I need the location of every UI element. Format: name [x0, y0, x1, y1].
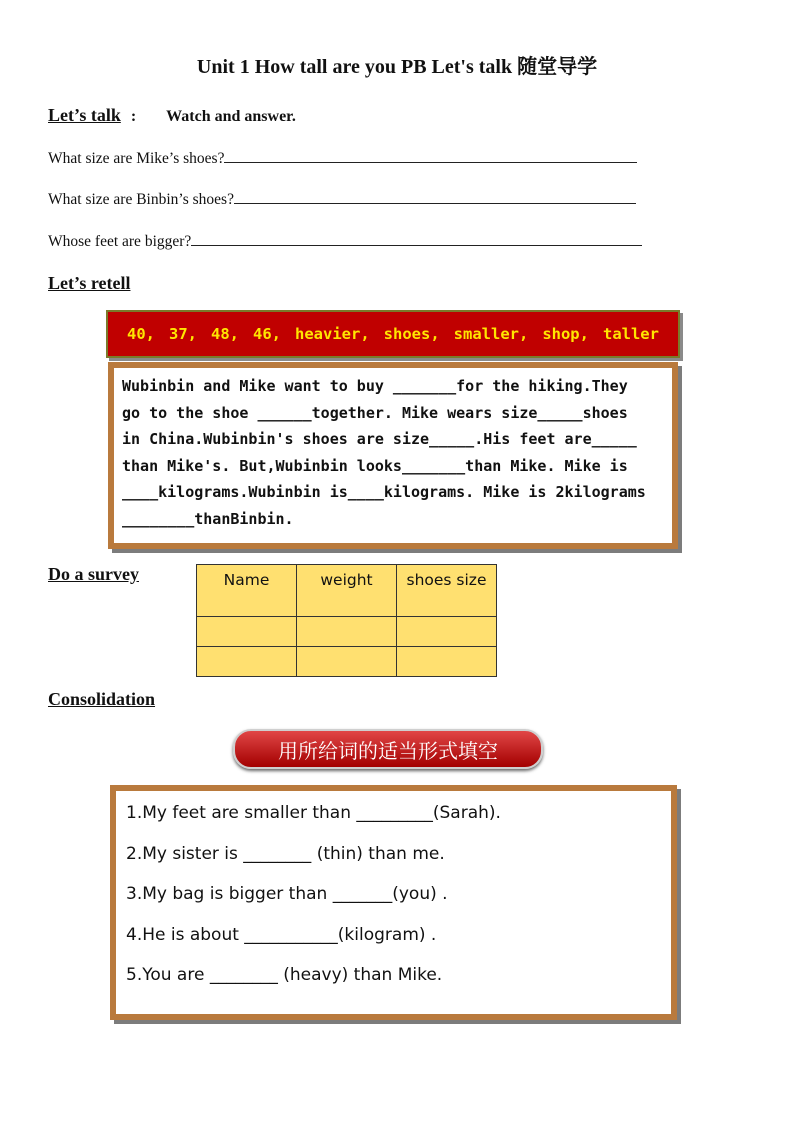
table-cell[interactable]	[397, 617, 497, 647]
exercise-item: 3.My bag is bigger than _______(you) .	[126, 884, 448, 904]
table-cell[interactable]	[197, 647, 297, 677]
word-bank-item: 48,	[211, 325, 239, 343]
lets-talk-instruction: Watch and answer.	[166, 108, 296, 125]
table-cell[interactable]	[197, 617, 297, 647]
question-1	[48, 150, 637, 168]
survey-heading: Do a survey	[48, 564, 139, 584]
exercise-item: 1.My feet are smaller than _________(Sarah).	[126, 803, 501, 823]
lets-retell-heading: Let’s retell	[48, 273, 131, 293]
word-bank	[106, 310, 680, 358]
word-bank-item: heavier,	[295, 325, 370, 343]
word-bank-item: 37,	[169, 325, 197, 343]
lets-talk-heading: Let’s talk	[48, 105, 121, 125]
lets-talk-colon: :	[130, 108, 137, 125]
table-row	[197, 647, 497, 677]
survey-table	[196, 564, 497, 677]
page-title: Unit 1 How tall are you PB Let's talk 随堂导学	[196, 56, 598, 78]
passage-line: ________thanBinbin.	[122, 509, 294, 528]
answer-blank[interactable]	[224, 150, 637, 163]
table-row	[197, 617, 497, 647]
column-header: shoes size	[397, 565, 497, 617]
answer-blank[interactable]	[234, 191, 636, 204]
question-text: What size are Binbin’s shoes?	[48, 191, 234, 208]
word-bank-item: smaller,	[453, 325, 529, 343]
table-header-row	[197, 565, 497, 617]
exercise-item: 2.My sister is ________ (thin) than me.	[126, 843, 445, 864]
passage-line: ____kilograms.Wubinbin is____kilograms. Mike is 2kilograms	[122, 483, 646, 502]
answer-blank[interactable]	[191, 233, 642, 246]
word-bank-item: 40,	[127, 325, 155, 343]
word-bank-item: 46,	[253, 325, 281, 343]
table-cell[interactable]	[297, 647, 397, 677]
question-text: What size are Mike’s shoes?	[48, 150, 225, 167]
passage-line: than Mike's. But,Wubinbin looks_______than Mike. Mike is	[122, 456, 628, 475]
question-3	[48, 233, 642, 251]
exercise-item: 4.He is about ___________(kilogram) .	[126, 924, 437, 945]
lets-talk-section	[48, 105, 296, 126]
passage-line: in China.Wubinbin's shoes are size_____.His feet are_____	[122, 430, 637, 449]
consolidation-heading: Consolidation	[48, 689, 156, 709]
instruction-banner: 用所给词的适当形式填空	[233, 729, 543, 769]
passage-line: go to the shoe ______together. Mike wears size_____shoes	[122, 403, 628, 422]
column-header: Name	[197, 565, 297, 617]
column-header: weight	[297, 565, 397, 617]
word-bank-item: shoes,	[383, 325, 440, 343]
table-cell[interactable]	[397, 647, 497, 677]
exercise-item: 5.You are ________ (heavy) than Mike.	[126, 965, 443, 985]
consolidation-box	[110, 785, 677, 1020]
table-cell[interactable]	[297, 617, 397, 647]
word-bank-item: shop,	[542, 325, 589, 343]
passage-line: Wubinbin and Mike want to buy _______for the hiking.They	[122, 377, 628, 395]
retell-passage	[108, 362, 678, 549]
question-text: Whose feet are bigger?	[48, 233, 192, 250]
word-bank-item: taller	[602, 325, 659, 343]
question-2	[48, 191, 636, 209]
